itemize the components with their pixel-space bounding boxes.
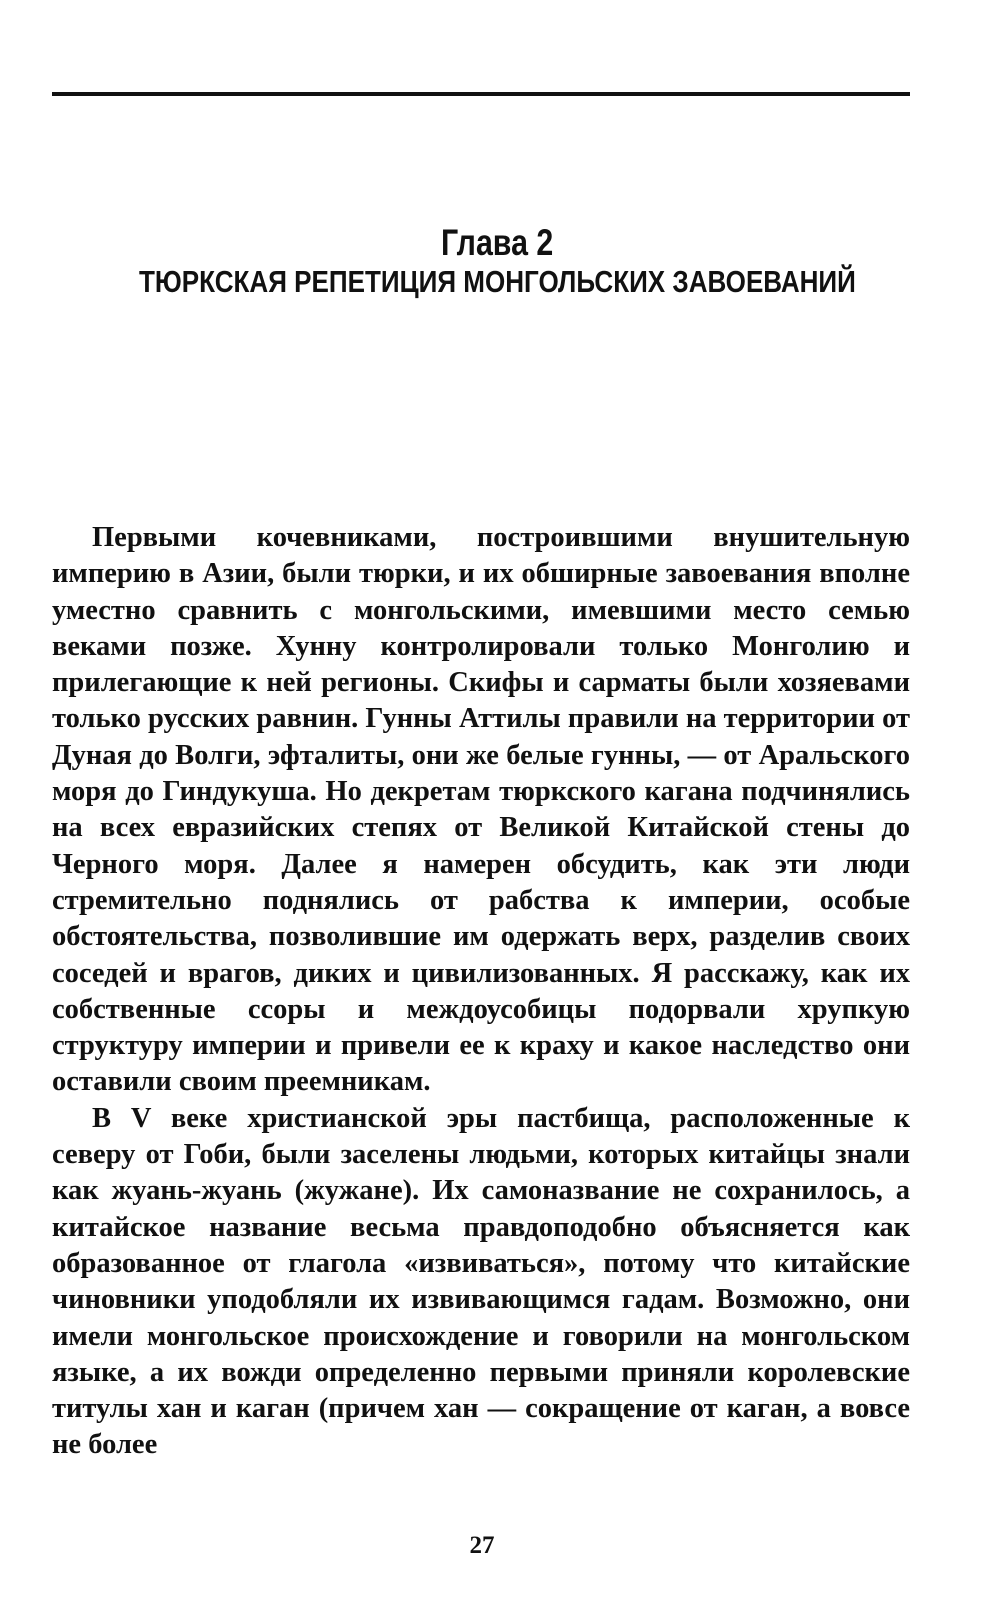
header-rule [52,92,910,96]
chapter-title: ТЮРКСКАЯ РЕПЕТИЦИЯ МОНГОЛЬСКИХ ЗАВОЕВАНИЙ [139,264,856,299]
body-text [52,520,910,1464]
chapter-number: Глава 2 [440,222,554,263]
paragraph-2: В V веке христианской эры пастбища, расположенные к северу от Гоби, были заселены людьми, которых китайцы знали как жуань-жуань (жужане). Их самоназвание не сохранилось, а китайское название весьма правдоподобно объясняется как образованное от глагола «извиваться», потому что китайские чиновники уподобляли их извивающимся гадам. Возможно, они имели монгольское происхождение и говорили на монгольском языке, а их вожди определенно первыми приняли королевские титулы хан и каган (причем хан — сокращение от каган, а вовсе не более [52,1102,910,1461]
page-number: 27 [469,1532,495,1559]
paragraph-1: Первыми кочевниками, построившими внушительную империю в Азии, были тюрки, и их обширные завоевания вполне уместно сравнить с монгольскими, имевшими место семью веками позже. Хунну контролировали только Монголию и прилегающие к ней регионы. Скифы и сарматы были хозяевами только русских равнин. Гунны Аттилы правили на территории от Дуная до Волги, эфталиты, они же белые гунны, — от Аральского моря до Гиндукуша. Но декретам тюркского кагана подчинялись на всех евразийских степях от Великой Китайской стены до Черного моря. Далее я намерен обсудить, как эти люди стремительно поднялись от рабства к империи, особые обстоятельства, позволившие им одержать верх, разделив своих соседей и врагов, диких и цивилизованных. Я расскажу, как их собственные ссоры и междоусобицы подорвали хрупкую структуру империи и привели ее к краху и какое наследство они оставили своим преемникам. [52,522,910,1098]
